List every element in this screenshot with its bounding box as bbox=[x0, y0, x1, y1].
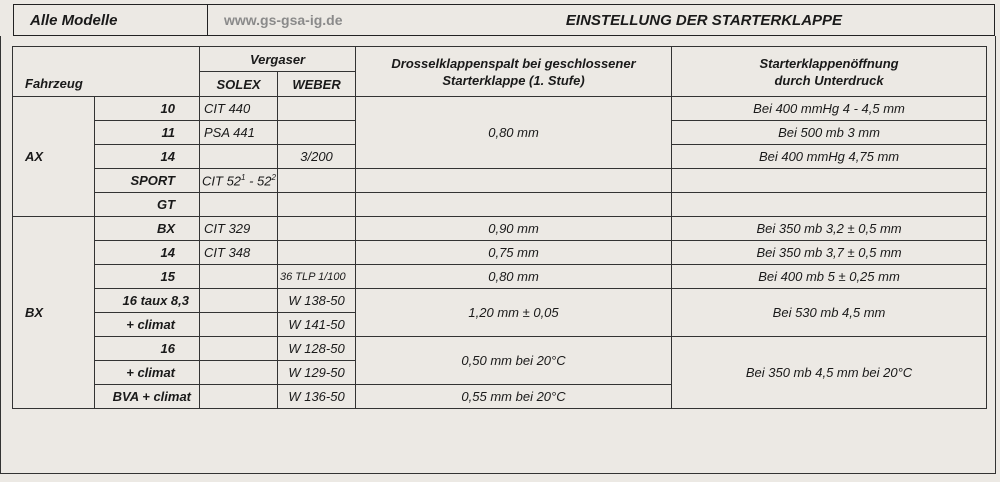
col-header-vehicle: Fahrzeug bbox=[13, 47, 200, 97]
group-label-bx: BX bbox=[13, 217, 95, 409]
solex-cell bbox=[200, 361, 278, 385]
page-title: EINSTELLUNG DER STARTERKLAPPE bbox=[565, 11, 843, 29]
opening-cell: Bei 400 mb 5 ± 0,25 mm bbox=[672, 265, 987, 289]
model-cell: 14 bbox=[95, 145, 200, 169]
gap-cell bbox=[356, 169, 672, 193]
gap-cell bbox=[356, 193, 672, 217]
opening-cell: Bei 530 mb 4,5 mm bbox=[672, 289, 987, 337]
gap-cell: 0,55 mm bei 20°C bbox=[356, 385, 672, 409]
model-cell: GT bbox=[95, 193, 200, 217]
opening-cell: Bei 500 mb 3 mm bbox=[672, 121, 987, 145]
weber-cell: W 128-50 bbox=[278, 337, 356, 361]
solex-cell bbox=[200, 193, 278, 217]
solex-cell: CIT 348 bbox=[200, 241, 278, 265]
weber-cell: W 129-50 bbox=[278, 361, 356, 385]
model-cell: 15 bbox=[95, 265, 200, 289]
model-cell: 11 bbox=[95, 121, 200, 145]
table-row bbox=[13, 169, 987, 193]
scope-label: Alle Modelle bbox=[14, 5, 208, 35]
gap-cell: 0,50 mm bei 20°C bbox=[356, 337, 672, 385]
header-strip bbox=[13, 4, 995, 36]
solex-cell: PSA 441 bbox=[200, 121, 278, 145]
header-row-1 bbox=[13, 47, 987, 72]
opening-cell: Bei 350 mb 3,2 ± 0,5 mm bbox=[672, 217, 987, 241]
solex-cell bbox=[200, 337, 278, 361]
model-cell: BVA + climat bbox=[95, 385, 200, 409]
opening-cell bbox=[672, 169, 987, 193]
group-label-ax: AX bbox=[13, 97, 95, 217]
model-cell: BX bbox=[95, 217, 200, 241]
table-row bbox=[13, 265, 987, 289]
model-cell: + climat bbox=[95, 313, 200, 337]
model-cell: 16 taux 8,3 bbox=[95, 289, 200, 313]
solex-cell: CIT $52^1 - 52^2$ bbox=[200, 169, 278, 193]
gap-cell: 0,90 mm bbox=[356, 217, 672, 241]
weber-cell bbox=[278, 169, 356, 193]
solex-cell bbox=[200, 385, 278, 409]
model-cell: SPORT bbox=[95, 169, 200, 193]
opening-cell: Bei 350 mb 4,5 mm bei 20°C bbox=[672, 337, 987, 409]
solex-cell bbox=[200, 289, 278, 313]
col-header-solex: SOLEX bbox=[200, 72, 278, 97]
table-row bbox=[13, 289, 987, 313]
table-row bbox=[13, 193, 987, 217]
solex-cell bbox=[200, 265, 278, 289]
table-row bbox=[13, 97, 987, 121]
table-row bbox=[13, 241, 987, 265]
gap-cell: 0,80 mm bbox=[356, 97, 672, 169]
weber-cell: W 141-50 bbox=[278, 313, 356, 337]
solex-cell: CIT 440 bbox=[200, 97, 278, 121]
model-cell: 10 bbox=[95, 97, 200, 121]
weber-cell bbox=[278, 193, 356, 217]
weber-cell: 36 TLP 1/100 bbox=[278, 265, 356, 289]
model-cell: + climat bbox=[95, 361, 200, 385]
weber-cell bbox=[278, 241, 356, 265]
weber-cell bbox=[278, 97, 356, 121]
model-cell: 16 bbox=[95, 337, 200, 361]
website-url: www.gs-gsa-ig.de bbox=[224, 12, 343, 28]
table-row bbox=[13, 337, 987, 361]
solex-cell bbox=[200, 313, 278, 337]
weber-cell: W 136-50 bbox=[278, 385, 356, 409]
gap-cell: 0,80 mm bbox=[356, 265, 672, 289]
opening-cell: Bei 350 mb 3,7 ± 0,5 mm bbox=[672, 241, 987, 265]
opening-cell: Bei 400 mmHg 4 - 4,5 mm bbox=[672, 97, 987, 121]
solex-cell: CIT 329 bbox=[200, 217, 278, 241]
weber-cell: W 138-50 bbox=[278, 289, 356, 313]
model-cell: 14 bbox=[95, 241, 200, 265]
weber-cell bbox=[278, 121, 356, 145]
gap-cell: 0,75 mm bbox=[356, 241, 672, 265]
solex-cell bbox=[200, 145, 278, 169]
col-header-carburetor: Vergaser bbox=[200, 47, 356, 72]
starter-flap-table bbox=[12, 46, 987, 409]
opening-cell bbox=[672, 193, 987, 217]
gap-cell: 1,20 mm ± 0,05 bbox=[356, 289, 672, 337]
table-row bbox=[13, 217, 987, 241]
col-header-opening: Starterklappenöffnung durch Unterdruck bbox=[672, 47, 987, 97]
weber-cell bbox=[278, 217, 356, 241]
col-header-gap: Drosselklappenspalt bei geschlossener Starterklappe (1. Stufe) bbox=[356, 47, 672, 97]
col-header-weber: WEBER bbox=[278, 72, 356, 97]
weber-cell: 3/200 bbox=[278, 145, 356, 169]
opening-cell: Bei 400 mmHg 4,75 mm bbox=[672, 145, 987, 169]
